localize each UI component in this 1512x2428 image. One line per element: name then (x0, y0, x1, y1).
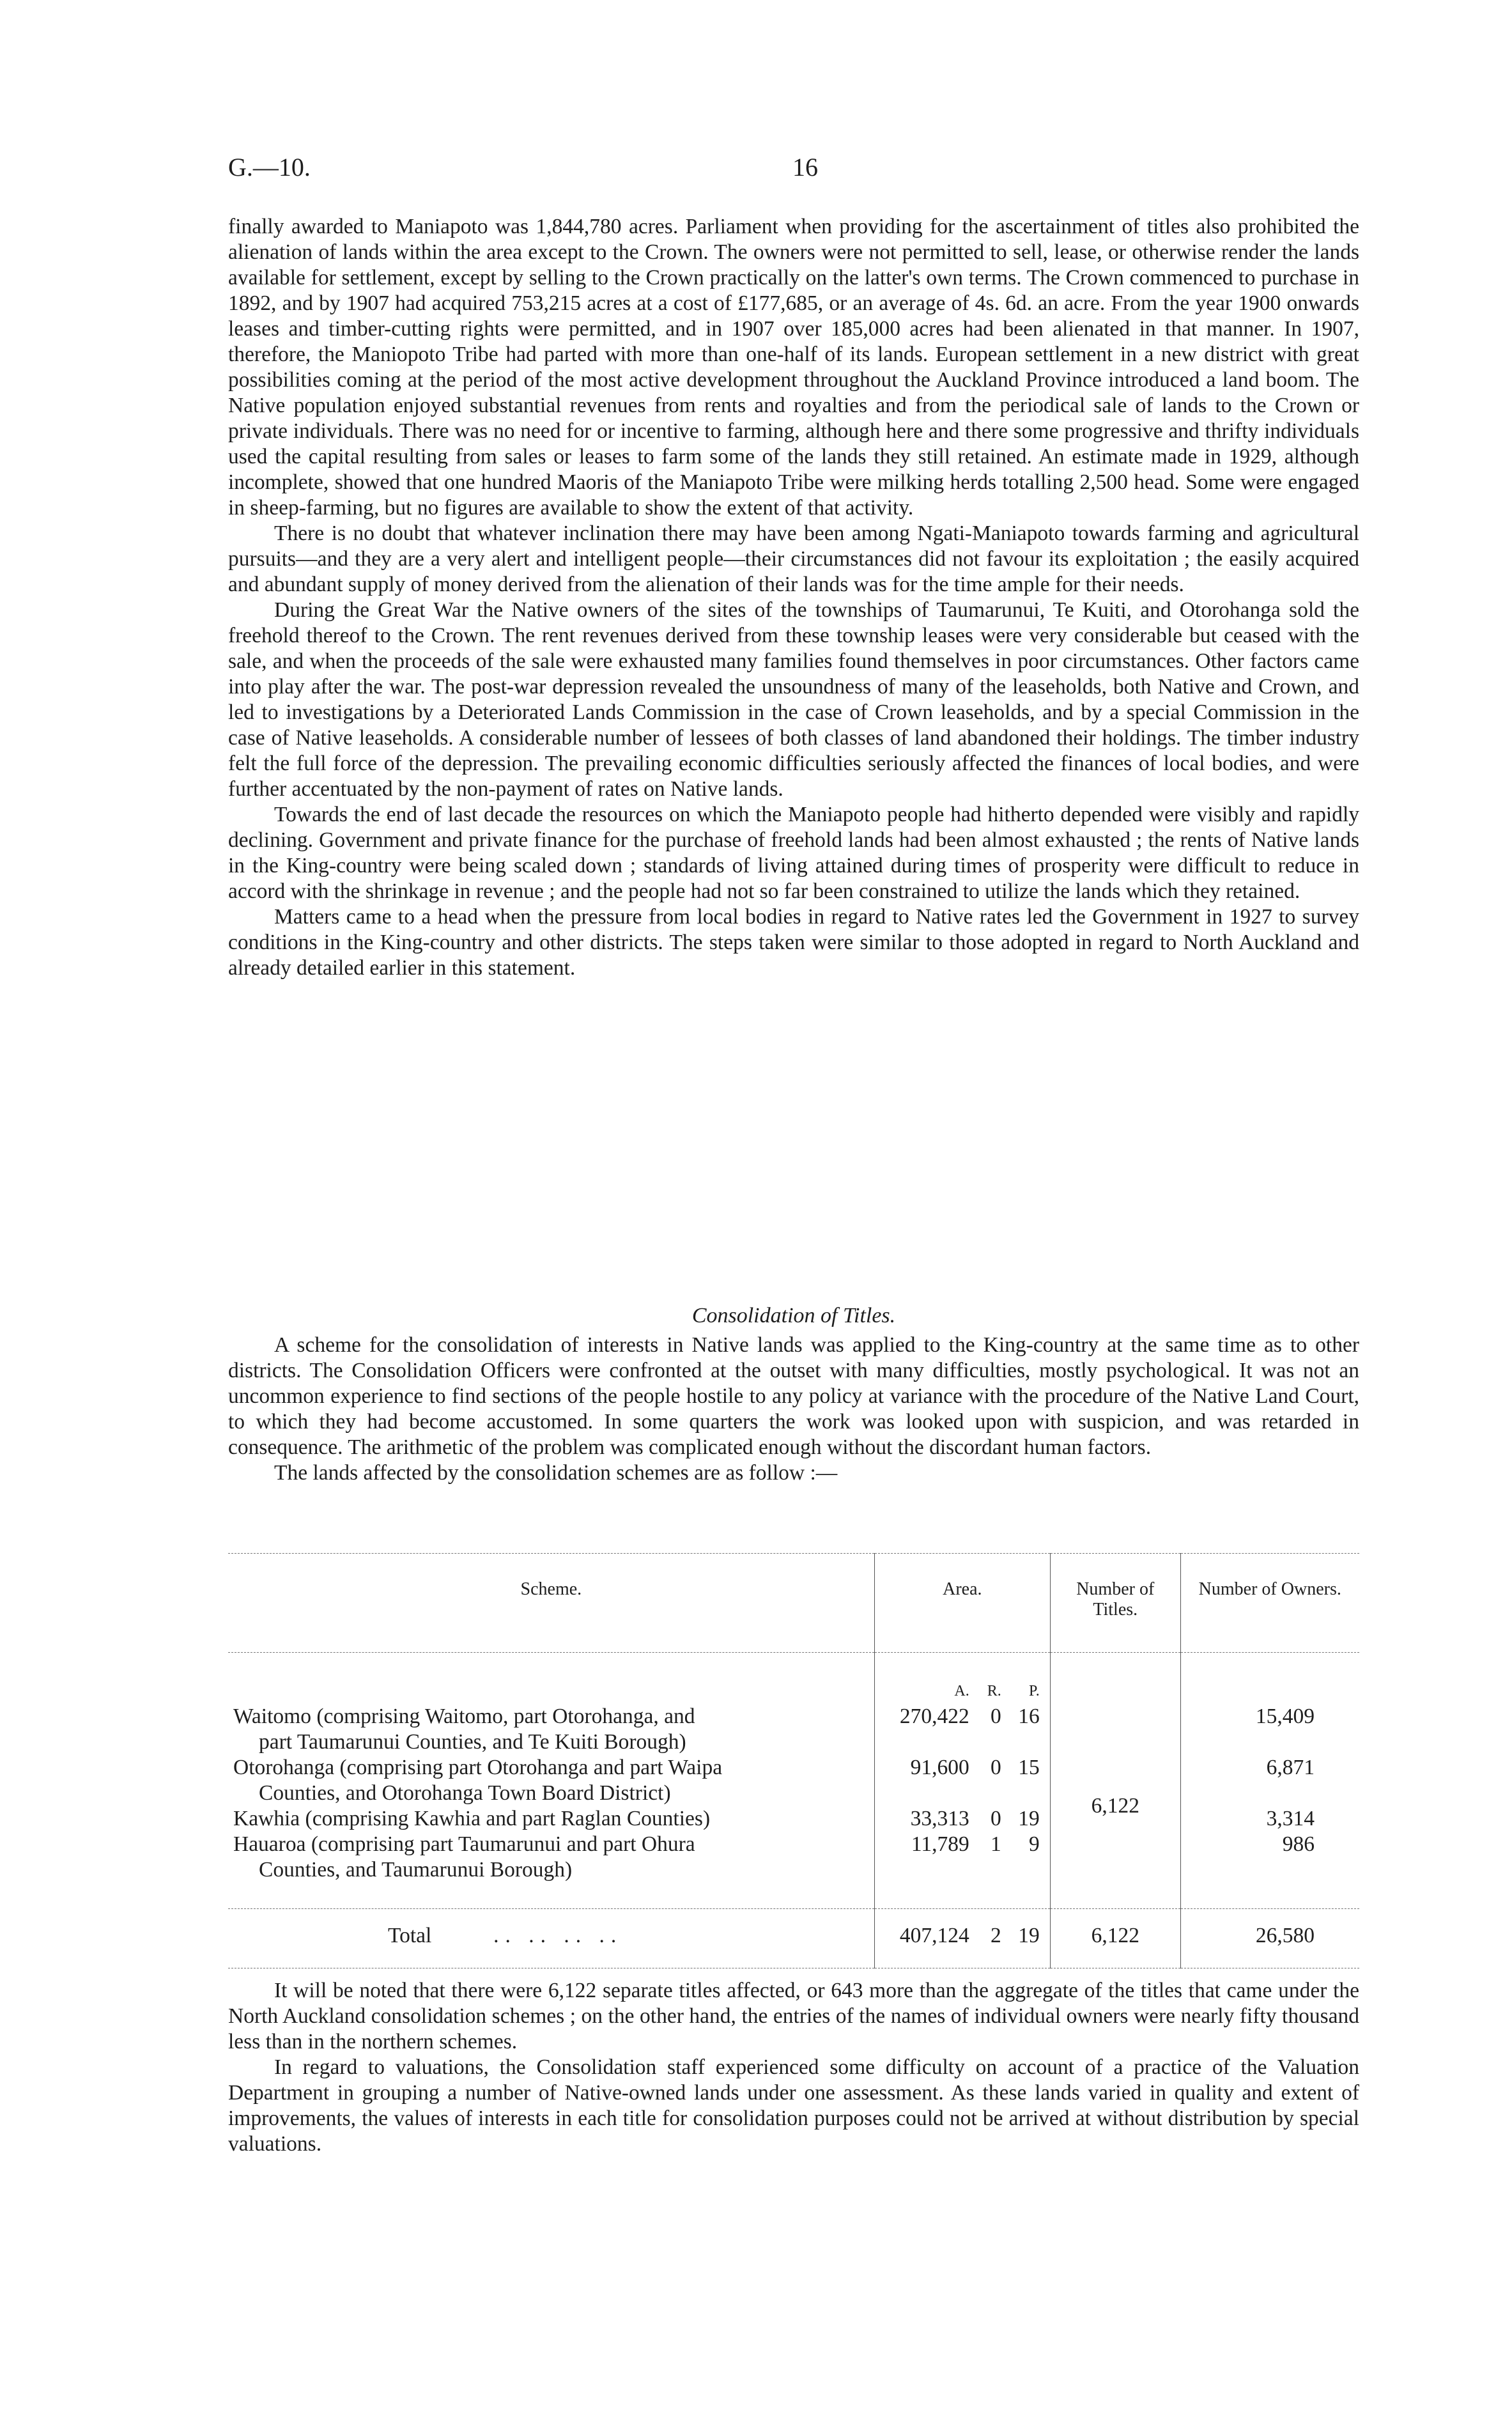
body-text-bottom (228, 1978, 1359, 2157)
table-header-row (228, 1554, 1359, 1653)
area-cell: 91,600 0 15 (874, 1755, 1050, 1806)
table-row (228, 1704, 1359, 1755)
paragraph: There is no doubt that whatever inclination there may have been among Ngati-Maniapoto towards farming and agricultural pursuits—and they are a very alert and intelligent people—their circumstances did not favour its exploitation ; the easily acquired and abundant supply of money derived from the alienation of their lands was for the time ample for their needs. (228, 522, 1359, 596)
owners-cell: 986 (1282, 1832, 1315, 1856)
scheme-cell: Kawhia (comprising Kawhia and part Raglan Counties) (233, 1807, 711, 1830)
header-owners: Number of Owners. (1180, 1554, 1359, 1653)
header-area: Area. (874, 1554, 1050, 1653)
total-label: Total (388, 1924, 432, 1947)
area-units: A. R. P. (874, 1653, 1050, 1705)
titles-combined: 6,122 (1091, 1794, 1139, 1818)
paragraph: A scheme for the consolidation of interests in Native lands was applied to the King-country at the same time as to other districts. The Consolidation Officers were confronted at the outset with many difficulties, mostly psychological. It was not an uncommon experience to find sections of the people hostile to any policy at variance with the procedure of the Native Land Court, to which they had become accustomed. In some quarters the work was looked upon with suspicion, and was retarded in consequence. The arithmetic of the problem was complicated enough without the discordant human factors. (228, 1333, 1359, 1459)
paragraph: Matters came to a head when the pressure from local bodies in regard to Native rates led the Government in 1927 to survey conditions in the King-country and other districts. The steps taken were similar to those adopted in regard to North Auckland and already detailed earlier in this statement. (228, 905, 1359, 980)
consolidation-table (228, 1553, 1359, 1968)
document-code: G.—10. (228, 153, 311, 182)
total-area-cell: 407,124 2 19 (874, 1909, 1050, 1968)
page-number: 16 (792, 153, 818, 182)
leader-dots: .. .. .. .. (493, 1924, 623, 1947)
paragraph: It will be noted that there were 6,122 separate titles affected, or 643 more than the aggregate of the titles that came under the North Auckland consolidation schemes ; on the other hand, the entries of the names of individual owners were nearly fifty thousand less than in the northern schemes. (228, 1979, 1359, 2053)
section-heading: Consolidation of Titles. (691, 1304, 896, 1327)
area-cell: 33,313 0 19 (874, 1806, 1050, 1832)
scheme-cell: Waitomo (comprising Waitomo, part Otorohanga, and part Taumarunui Counties, and Te Kuiti Borough) (233, 1705, 695, 1754)
owners-cell: 6,871 (1266, 1756, 1315, 1779)
paragraph: Towards the end of last decade the resources on which the Maniapoto people had hitherto depended were visibly and rapidly declining. Government and private finance for the purchase of freehold lands had been almost exhausted ; the rents of Native lands in the King-country were being scaled down ; standards of living attained during times of prosperity were difficult to reduce in accord with the shrinkage in revenue ; and the people had not so far been constrained to utilize the lands which they retained. (228, 803, 1359, 903)
scheme-cell: Hauaroa (comprising part Taumarunui and part Ohura Counties, and Taumarunui Borough) (233, 1832, 695, 1882)
table-row (228, 1755, 1359, 1806)
owners-cell: 3,314 (1266, 1807, 1315, 1830)
table-row (228, 1806, 1359, 1832)
body-text-mid (228, 1333, 1359, 1486)
paragraph: finally awarded to Maniapoto was 1,844,780 acres. Parliament when providing for the ascertainment of titles also prohibited the alienation of lands within the area except to the Crown. The owners were not permitted to sell, lease, or otherwise render the lands available for settlement, except by selling to the Crown practically on the latter's own terms. The Crown commenced to purchase in 1892, and by 1907 had acquired 753,215 acres at a cost of £177,685, or an average of 4s. 6d. an acre. From the year 1900 onwards leases and timber-cutting rights were permitted, and in 1907 over 185,000 acres had been alienated in that manner. In 1907, therefore, the Maniopoto Tribe had parted with more than one-half of its lands. European settlement in a new district with great possibilities coming at the period of the most active development throughout the Auckland Province introduced a land boom. The Native population enjoyed substantial revenues from rents and royalties and from the periodical sale of lands to the Crown or private individuals. There was no need for or incentive to farming, although here and there some progressive and thrifty individuals used the capital resulting from sales or leases to farm some of the lands they still retained. An estimate made in 1929, although incomplete, showed that one hundred Maoris of the Maniapoto Tribe were milking herds totalling 2,500 head. Some were engaged in sheep-farming, but no figures are available to show the extent of that activity. (228, 215, 1359, 520)
total-row (228, 1909, 1359, 1968)
header-titles: Number of Titles. (1050, 1554, 1180, 1653)
paragraph: In regard to valuations, the Consolidation staff experienced some difficulty on account of a practice of the Valuation Department in grouping a number of Native-owned lands under one assessment. As these lands varied in quality and extent of improvements, the values of interests in each title for consolidation purposes could not be arrived at without distribution by special valuations. (228, 2055, 1359, 2156)
area-cell: 270,422 0 16 (874, 1704, 1050, 1755)
total-owners-cell: 26,580 (1180, 1909, 1359, 1968)
area-cell: 11,789 1 9 (874, 1832, 1050, 1909)
paragraph: During the Great War the Native owners of the sites of the townships of Taumarunui, Te Kuiti, and Otorohanga sold the freehold thereof to the Crown. The rent revenues derived from these township leases were very considerable but ceased with the sale, and when the proceeds of the sale were exhausted many families found themselves in poor circumstances. Other factors came into play after the war. The post-war depression revealed the unsoundness of many of the leaseholds, both Native and Crown, and led to investigations by a Deteriorated Lands Commission in the case of Crown leaseholds, and by a special Commission in the case of Native leaseholds. A considerable number of lessees of both classes of land abandoned their holdings. The timber industry felt the full force of the depression. The prevailing economic difficulties seriously affected the finances of local bodies, and were further accentuated by the non-payment of rates on Native lands. (228, 598, 1359, 801)
paragraph: The lands affected by the consolidation schemes are as follow :— (274, 1461, 838, 1485)
titles-combined-cell (1050, 1704, 1180, 1909)
total-label-cell (228, 1909, 874, 1968)
units-row (228, 1653, 1359, 1705)
table-row (228, 1832, 1359, 1909)
scheme-cell: Otorohanga (comprising part Otorohanga and part Waipa Counties, and Otorohanga Town Board District) (233, 1756, 723, 1805)
total-titles-cell: 6,122 (1050, 1909, 1180, 1968)
body-text-top (228, 214, 1359, 981)
header-scheme: Scheme. (228, 1554, 874, 1653)
owners-cell: 15,409 (1255, 1705, 1315, 1728)
